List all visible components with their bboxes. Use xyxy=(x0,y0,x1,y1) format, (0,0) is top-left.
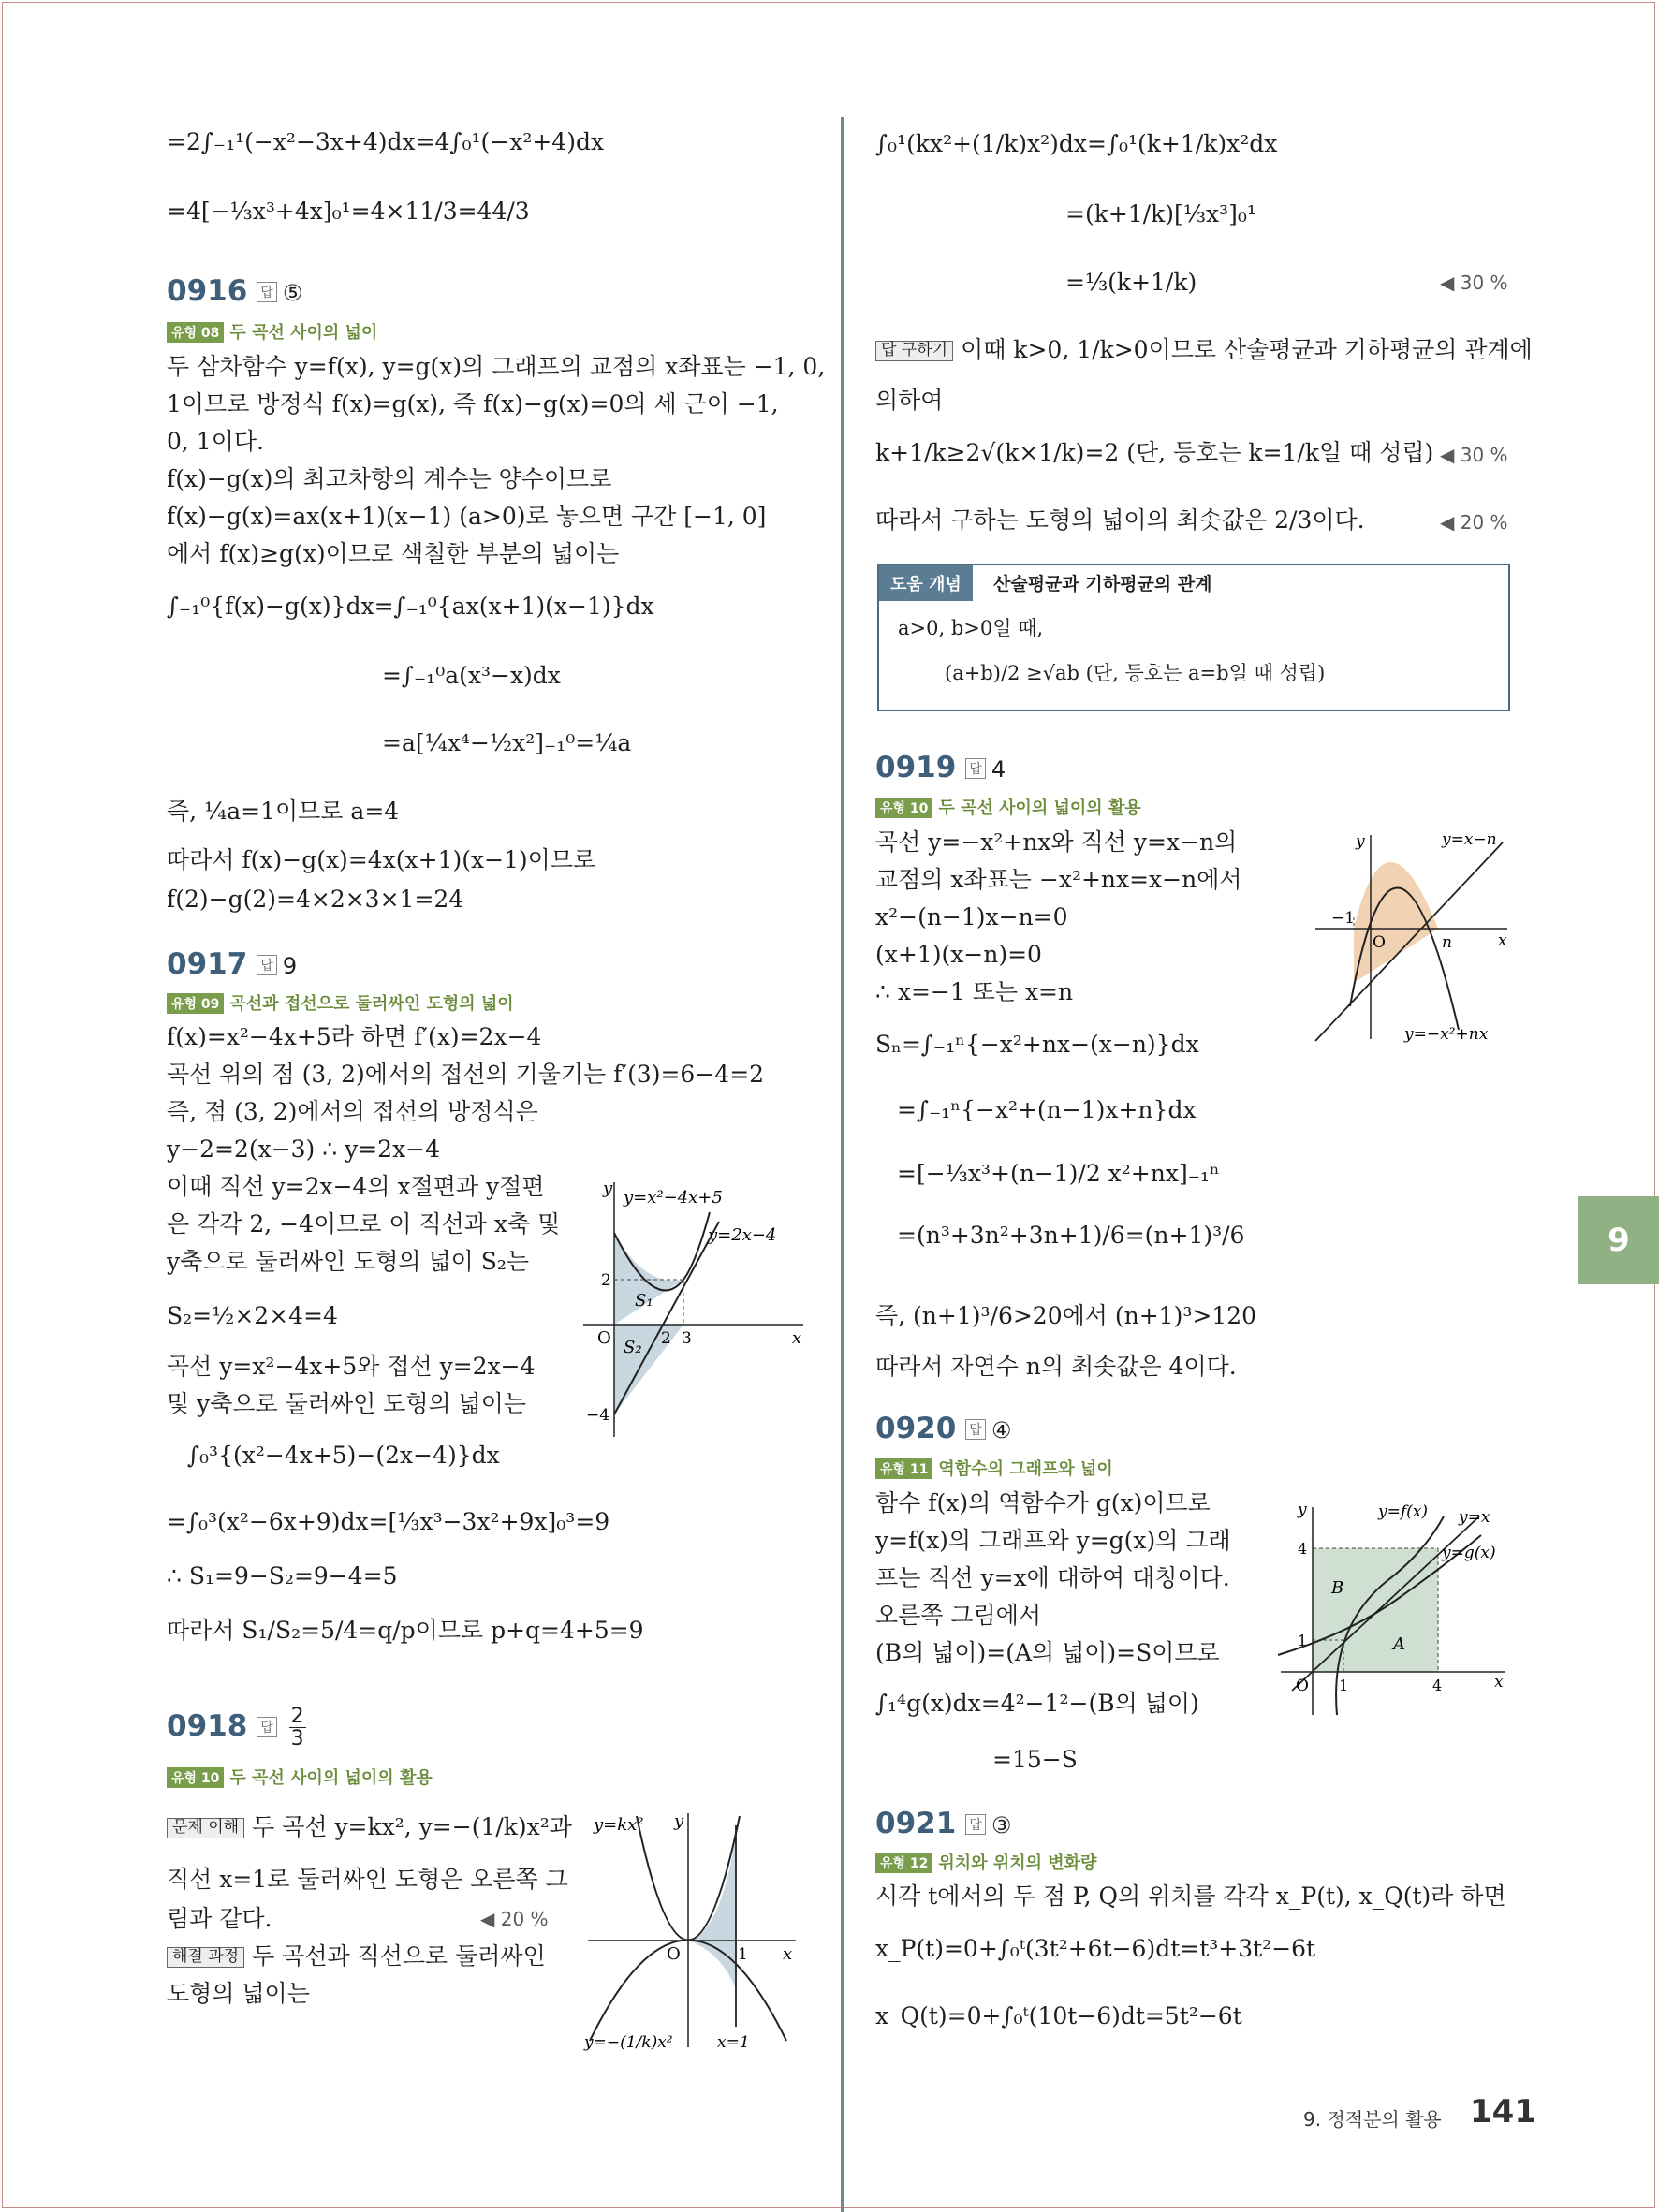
problem-number: 0918 xyxy=(167,1709,248,1744)
problem-number: 0919 xyxy=(875,751,957,784)
answer-value: ⑤ xyxy=(282,280,303,306)
page-number: 141 xyxy=(1470,2093,1536,2131)
text-line: f(2)−g(2)=4×2×3×1=24 xyxy=(167,886,464,913)
text-line: 1이므로 방정식 f(x)=g(x), 즉 f(x)−g(x)=0의 세 근이 −1, xyxy=(167,390,779,417)
problem-0920-heading xyxy=(875,1412,1011,1445)
step-text: 이때 k>0, 1/k>0이므로 산술평균과 기하평균의 관계에 xyxy=(961,336,1533,363)
text-line: =15−S xyxy=(992,1746,1078,1773)
tick-four-y: 4 xyxy=(1298,1540,1308,1558)
top-curve-label: y=kx² xyxy=(594,1815,644,1835)
s1-label: S₁ xyxy=(635,1291,653,1311)
text-line: 에서 f(x)≥g(x)이므로 색칠한 부분의 넓이는 xyxy=(167,540,620,567)
problem-type xyxy=(875,1850,1096,1874)
text-line: 즉, ¼a=1이므로 a=4 xyxy=(167,798,400,825)
problem-number: 0917 xyxy=(167,947,248,981)
text-line: =⅓(k+1/k) xyxy=(1065,269,1197,296)
problem-type xyxy=(167,319,377,344)
answer-tag: 답 xyxy=(965,758,986,779)
score-percent: ◀ 30 % xyxy=(1440,444,1508,466)
step-text: 두 곡선과 직선으로 둘러싸인 xyxy=(252,1942,546,1970)
origin-label: O xyxy=(667,1944,681,1964)
text-line xyxy=(167,1943,546,1970)
x-label: x xyxy=(783,1944,793,1964)
tick-y2: 2 xyxy=(601,1271,611,1290)
problem-number: 0916 xyxy=(167,274,248,308)
text-line: =∫₀³(x²−6x+9)dx=[⅓x³−3x²+9x]₀³=9 xyxy=(167,1508,610,1535)
answer-value: 9 xyxy=(282,953,298,979)
type-badge: 유형 10 xyxy=(167,1767,224,1788)
text-line: 즉, 점 (3, 2)에서의 접선의 방정식은 xyxy=(167,1098,538,1125)
line-label: y=x−n xyxy=(1442,830,1497,849)
text-line: 곡선 위의 점 (3, 2)에서의 접선의 기울기는 f′(3)=6−4=2 xyxy=(167,1061,765,1088)
text-line: 교점의 x좌표는 −x²+nx=x−n에서 xyxy=(875,866,1242,893)
score-percent: ◀ 30 % xyxy=(1440,271,1508,294)
graph-0919 xyxy=(1311,824,1517,1048)
text-line: 함수 f(x)의 역함수가 g(x)이므로 xyxy=(875,1489,1211,1516)
type-title: 곡선과 접선으로 둘러싸인 도형의 넓이 xyxy=(229,994,514,1014)
step-label: 문제 이해 xyxy=(167,1818,244,1838)
text-line: 따라서 구하는 도형의 넓이의 최솟값은 2/3이다. xyxy=(875,506,1365,534)
calc-line: =2∫₋₁¹(−x²−3x+4)dx=4∫₀¹(−x²+4)dx xyxy=(167,128,605,155)
answer-denominator: 3 xyxy=(290,1727,304,1751)
line-y-x-n xyxy=(1315,842,1503,1041)
concept-title: 산술평균과 기하평균의 관계 xyxy=(993,574,1212,594)
tick-ym4: −4 xyxy=(586,1406,610,1425)
text-line: y축으로 둘러싸인 도형의 넓이 S₂는 xyxy=(167,1248,530,1275)
type-title: 두 곡선 사이의 넓이의 활용 xyxy=(229,1768,433,1788)
text-line: ∫₁⁴g(x)dx=4²−1²−(B의 넓이) xyxy=(875,1690,1199,1717)
problem-0918-heading xyxy=(167,1706,308,1750)
answer-numerator: 2 xyxy=(290,1705,304,1728)
score-percent: ◀ 20 % xyxy=(1440,511,1508,534)
graph-0917 xyxy=(579,1175,813,1446)
tick-one: 1 xyxy=(738,1945,748,1964)
text-line: 은 각각 2, −4이므로 이 직선과 x축 및 xyxy=(167,1210,561,1238)
x-label: x xyxy=(1494,1673,1504,1692)
text-line: =(n³+3n²+3n+1)/6=(n+1)³/6 xyxy=(897,1222,1245,1249)
chapter-tab: 9 xyxy=(1578,1196,1659,1284)
text-line: f(x)=x²−4x+5라 하면 f′(x)=2x−4 xyxy=(167,1023,542,1050)
tick-n: n xyxy=(1442,933,1452,952)
text-line: 따라서 자연수 n의 최솟값은 4이다. xyxy=(875,1353,1237,1380)
concept-line: a>0, b>0일 때, xyxy=(898,617,1044,639)
text-line: x_P(t)=0+∫₀ᵗ(3t²+6t−6)dt=t³+3t²−6t xyxy=(875,1935,1316,1962)
bottom-curve-label: y=−(1/k)x² xyxy=(584,2033,673,2052)
footer-chapter-label: 9. 정적분의 활용 xyxy=(1303,2108,1442,2131)
region-b-label: B xyxy=(1331,1578,1344,1598)
region-a-label: A xyxy=(1393,1634,1405,1654)
y-label: y xyxy=(1298,1501,1307,1519)
line-label: y=2x−4 xyxy=(708,1225,777,1245)
text-line: 곡선 y=x²−4x+5와 접선 y=2x−4 xyxy=(167,1353,536,1380)
answer-fraction xyxy=(289,1706,306,1750)
text-line: 따라서 S₁/S₂=5/4=q/p이므로 p+q=4+5=9 xyxy=(167,1617,644,1644)
graph-0920 xyxy=(1273,1498,1517,1722)
problem-0917-heading xyxy=(167,947,297,981)
tangent-line xyxy=(614,1222,719,1414)
text-line: (B의 넓이)=(A의 넓이)=S이므로 xyxy=(875,1639,1220,1666)
text-line: Sₙ=∫₋₁ⁿ{−x²+nx−(x−n)}dx xyxy=(875,1031,1199,1058)
text-line: 따라서 f(x)−g(x)=4x(x+1)(x−1)이므로 xyxy=(167,846,596,873)
text-line: 직선 x=1로 둘러싸인 도형은 오른쪽 그 xyxy=(167,1866,568,1893)
text-line: 곡선 y=−x²+nx와 직선 y=x−n의 xyxy=(875,828,1238,856)
tick-m1: −1 xyxy=(1331,909,1356,928)
text-line: =a[¼x⁴−½x²]₋₁⁰=¼a xyxy=(382,729,632,756)
text-line: 이때 직선 y=2x−4의 x절편과 y절편 xyxy=(167,1173,545,1200)
text-line: 0, 1이다. xyxy=(167,428,264,455)
graph-0918 xyxy=(580,1802,810,2055)
tick-four-x: 4 xyxy=(1432,1677,1443,1694)
text-line: ∫₋₁⁰{f(x)−g(x)}dx=∫₋₁⁰{ax(x+1)(x−1)}dx xyxy=(167,593,654,620)
x-label: x xyxy=(1498,931,1507,950)
step-label: 해결 과정 xyxy=(167,1947,244,1968)
g-label: y=g(x) xyxy=(1442,1544,1496,1562)
origin-label: O xyxy=(1296,1677,1309,1695)
y-label: y xyxy=(1356,832,1365,851)
text-line: k+1/k≥2√(k×1/k)=2 (단, 등호는 k=1/k일 때 성립) xyxy=(875,439,1434,466)
text-line: 즉, (n+1)³/6>20에서 (n+1)³>120 xyxy=(875,1302,1257,1329)
answer-tag: 답 xyxy=(965,1814,986,1835)
type-title: 두 곡선 사이의 넓이의 활용 xyxy=(938,798,1141,818)
score-percent: ◀ 20 % xyxy=(480,1908,549,1930)
answer-value: ③ xyxy=(991,1812,1012,1838)
problem-type xyxy=(875,1456,1113,1480)
text-line: =∫₋₁ⁿ{−x²+(n−1)x+n}dx xyxy=(897,1096,1197,1123)
yx-label: y=x xyxy=(1459,1508,1490,1527)
type-badge: 유형 08 xyxy=(167,322,224,343)
answer-tag: 답 xyxy=(257,282,277,302)
text-line: 시각 t에서의 두 점 P, Q의 위치를 각각 x_P(t), x_Q(t)라 하면 xyxy=(875,1882,1506,1910)
text-line: ∴ x=−1 또는 x=n xyxy=(875,978,1074,1005)
tick-x3: 3 xyxy=(682,1329,692,1348)
text-line: (x+1)(x−n)=0 xyxy=(875,941,1042,968)
concept-line: (a+b)/2 ≥√ab (단, 등호는 a=b일 때 성립) xyxy=(945,662,1326,684)
type-badge: 유형 09 xyxy=(167,993,224,1014)
concept-box xyxy=(877,564,1510,711)
line-label: x=1 xyxy=(717,2033,750,2052)
problem-number: 0921 xyxy=(875,1807,957,1840)
curve-label: y=−x²+nx xyxy=(1404,1025,1489,1044)
tick-one-y: 1 xyxy=(1298,1632,1308,1649)
step-text: 두 곡선 y=kx², y=−(1/k)x²과 xyxy=(252,1813,572,1840)
step-label: 답 구하기 xyxy=(875,341,953,361)
text-line: f(x)−g(x)의 최고차항의 계수는 양수이므로 xyxy=(167,465,612,492)
s2-label: S₂ xyxy=(624,1338,642,1357)
text-line: ∫₀¹(kx²+(1/k)x²)dx=∫₀¹(k+1/k)x²dx xyxy=(875,130,1278,157)
text-line: 오른쪽 그림에서 xyxy=(875,1602,1041,1629)
text-line: ∫₀³{(x²−4x+5)−(2x−4)}dx xyxy=(187,1442,500,1469)
text-line: x²−(n−1)x−n=0 xyxy=(875,903,1068,930)
answer-tag: 답 xyxy=(965,1419,986,1440)
type-title: 위치와 위치의 변화량 xyxy=(938,1853,1097,1873)
text-line xyxy=(875,337,1533,364)
problem-type xyxy=(167,1765,433,1789)
text-line: ∴ S₁=9−S₂=9−4=5 xyxy=(167,1562,398,1589)
text-line: 의하여 xyxy=(875,387,944,414)
y-label: y xyxy=(603,1179,613,1198)
answer-tag: 답 xyxy=(257,1717,277,1737)
text-line: =[−⅓x³+(n−1)/2 x²+nx]₋₁ⁿ xyxy=(897,1160,1220,1187)
calc-line: =4[−⅓x³+4x]₀¹=4×11/3=44/3 xyxy=(167,198,530,225)
text-line: 도형의 넓이는 xyxy=(167,1980,310,2007)
text-line xyxy=(167,1814,572,1841)
tick-one-x: 1 xyxy=(1339,1677,1349,1694)
curve-label: y=x²−4x+5 xyxy=(624,1188,723,1208)
answer-value: ④ xyxy=(991,1417,1012,1443)
text-line: 및 y축으로 둘러싸인 도형의 넓이는 xyxy=(167,1390,527,1417)
text-line: =(k+1/k)[⅓x³]₀¹ xyxy=(1065,200,1256,227)
text-line: =∫₋₁⁰a(x³−x)dx xyxy=(382,662,561,689)
y-label: y xyxy=(674,1811,684,1831)
type-title: 역함수의 그래프와 넓이 xyxy=(938,1459,1113,1479)
problem-type xyxy=(167,990,514,1015)
problem-0921-heading xyxy=(875,1807,1011,1840)
x-label: x xyxy=(792,1328,802,1348)
problem-number: 0920 xyxy=(875,1412,957,1445)
origin-label: O xyxy=(1373,933,1386,952)
text-line: f(x)−g(x)=ax(x+1)(x−1) (a>0)로 놓으면 구간 [−1, 0] xyxy=(167,503,767,530)
type-badge: 유형 11 xyxy=(875,1458,932,1479)
text-line: S₂=½×2×4=4 xyxy=(167,1302,338,1329)
answer-tag: 답 xyxy=(257,955,277,975)
text-line: 프는 직선 y=x에 대하여 대칭이다. xyxy=(875,1564,1230,1591)
concept-badge: 도움 개념 xyxy=(879,565,973,601)
text-line: 림과 같다. xyxy=(167,1905,272,1932)
origin-label: O xyxy=(597,1328,611,1348)
type-badge: 유형 10 xyxy=(875,798,932,818)
text-line: y−2=2(x−3) ∴ y=2x−4 xyxy=(167,1135,441,1163)
text-line: 두 삼차함수 y=f(x), y=g(x)의 그래프의 교점의 x좌표는 −1, 0, xyxy=(167,353,826,380)
text-line: y=f(x)의 그래프와 y=g(x)의 그래 xyxy=(875,1527,1231,1554)
type-title: 두 곡선 사이의 넓이 xyxy=(229,323,378,343)
problem-0919-heading xyxy=(875,751,1006,784)
answer-value: 4 xyxy=(991,756,1006,783)
tick-x2: 2 xyxy=(661,1329,671,1348)
column-divider xyxy=(841,117,844,2212)
region-s1 xyxy=(614,1233,683,1325)
f-label: y=f(x) xyxy=(1378,1502,1428,1521)
type-badge: 유형 12 xyxy=(875,1853,932,1873)
problem-type xyxy=(875,795,1141,819)
problem-0916-heading xyxy=(167,274,302,308)
text-line: x_Q(t)=0+∫₀ᵗ(10t−6)dt=5t²−6t xyxy=(875,2002,1242,2029)
